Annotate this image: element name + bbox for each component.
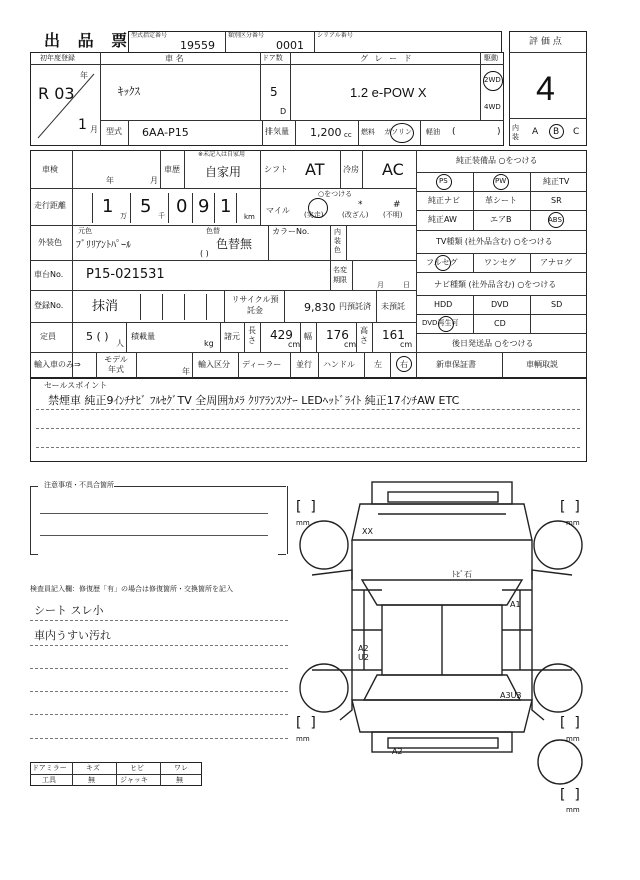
equip-sd: SD (551, 300, 563, 309)
dealer-label: ディーラー (242, 360, 282, 369)
title-month: 月 (377, 281, 384, 289)
grade-a: A (532, 127, 539, 137)
equip-ps: PS (439, 177, 448, 185)
factory-header: 純正装備品 ○をつける (456, 156, 538, 165)
mark-a2-u2: A2 U2 (358, 644, 369, 662)
mark-a1: A1 (510, 600, 521, 609)
history-label: 車歴 (164, 165, 180, 174)
import-label: 輸入車のみ⇒ (34, 360, 81, 369)
color-paren: ( ) (200, 249, 209, 258)
mark-xx: XX (362, 527, 373, 536)
mark-a2-rear: A2 (392, 747, 403, 756)
chassis-label: 車台No. (34, 270, 64, 279)
rating-value: 4 (536, 70, 555, 108)
title-change-label: 名変期限 (333, 266, 347, 284)
mileage-digit-1: 1 (102, 196, 114, 217)
mileage-man: 万 (120, 212, 127, 220)
equip-oneseg: ワンセグ (484, 258, 516, 267)
recycle-unpaid: 未預託 (381, 302, 405, 311)
recycle-status: 円預託済 (339, 302, 371, 311)
equip-sr: SR (551, 196, 562, 205)
shift-label: シフト (264, 165, 288, 174)
original-color-label: 元色 (78, 227, 92, 235)
acc-scratch: キズ (86, 764, 100, 772)
model-year-label: モデル年式 (104, 355, 128, 374)
equip-hdd: HDD (434, 300, 453, 309)
mileage-ast: * (358, 200, 363, 210)
fuel-label: 燃料 (361, 128, 375, 136)
recycle-label: リサイクル預託金 (231, 295, 279, 315)
tire-bracket-fl: [ ] (296, 499, 316, 515)
mileage-mile: マイル (266, 206, 290, 215)
mm-rr: mm (566, 735, 580, 743)
category-value: 0001 (276, 39, 304, 52)
equip-pw: PW (495, 177, 507, 185)
navi-type-header: ナビ種類 (社外品含む) ○をつける (434, 280, 557, 289)
mileage-actual: (実走) (304, 211, 324, 219)
chassis-value: P15-021531 (86, 267, 165, 282)
serial-label: シリアル番号 (317, 32, 353, 39)
equip-fullseg: フルセグ (426, 258, 458, 267)
drive-2wd: 2WD (484, 76, 501, 84)
tire-bracket-rl: [ ] (296, 715, 316, 731)
sales-block (30, 378, 587, 462)
inspector-label: 検査員記入欄：修復歴「有」の場合は修復箇所・交換箇所を記入 (30, 585, 233, 593)
displacement-value: 1,200 (310, 126, 342, 139)
import-type-label: 輸入区分 (198, 360, 230, 369)
color-no-label: カラーNo. (272, 227, 310, 236)
interior-grade-label: 内装 (512, 124, 519, 141)
equip-manual: 車輌取説 (526, 360, 558, 369)
displacement-label: 排気量 (265, 127, 289, 136)
capacity-unit: 人 (116, 339, 124, 348)
first-reg-year-suffix: 年 (80, 71, 88, 80)
inspection-year: 年 (106, 176, 114, 185)
load-unit: kg (204, 339, 214, 348)
fuel-gasoline: ガソリン (384, 128, 412, 136)
tire-bracket-rr: [ ] (560, 715, 580, 731)
form-title: 出 品 票 (44, 31, 134, 50)
mark-a3-u3: A3U3 (500, 691, 522, 700)
ac-label: 冷房 (343, 165, 359, 174)
width-unit: cm (344, 340, 357, 349)
equip-dvd-play: DVD再生可 (422, 319, 459, 327)
mileage-unknown: (不明) (383, 211, 403, 219)
color-change-label: 色替 (206, 227, 220, 235)
sales-text: 禁煙車 純正9ｲﾝﾁﾅﾋﾞ ﾌﾙｾｸﾞTV 全周囲ｶﾒﾗ ｸﾘｱﾗﾝｽｿﾅｰ LEDﾍｯﾄﾞﾗｲﾄ 純正17ｲﾝﾁAW ETC (48, 394, 460, 407)
right-label: 右 (400, 360, 408, 369)
doors-d: D (280, 107, 287, 116)
dims-label: 諸元 (224, 332, 240, 341)
note-line-2: 車内うすい汚れ (34, 629, 111, 642)
equip-airbag: エアB (490, 215, 512, 224)
acc-break: ワレ (174, 764, 188, 772)
first-reg-year: R 03 (38, 84, 75, 103)
history-value: 自家用 (205, 165, 242, 179)
mm-fl: mm (296, 519, 310, 527)
drive-label: 駆動 (484, 54, 498, 62)
model-designation-label: 型式指定番号 (131, 32, 168, 39)
acc-jack-value: 無 (176, 776, 183, 784)
mileage-hash: # (393, 200, 401, 210)
displacement-unit: cc (344, 131, 352, 139)
title-day: 日 (403, 281, 410, 289)
tire-bracket-fr: [ ] (560, 499, 580, 515)
mark-tobi: ﾄﾋﾞ石 (452, 570, 472, 579)
note-line-1: シート スレ小 (34, 604, 104, 617)
model-designation-value: 19559 (180, 39, 215, 52)
shift-value: AT (305, 160, 325, 179)
mileage-digit-4: 9 (198, 196, 210, 217)
mileage-unit: km (244, 213, 255, 221)
capacity-label: 定員 (40, 332, 56, 341)
car-diagram (292, 470, 592, 810)
equip-aw: 純正AW (428, 215, 457, 224)
name-value: ｷｯｸｽ (118, 85, 140, 98)
equip-warranty: 新車保証書 (436, 360, 476, 369)
equip-leather: 革シート (485, 196, 517, 205)
interior-color-label: 内装色 (334, 228, 341, 254)
left-label: 左 (374, 360, 382, 369)
mileage-sen: 千 (158, 212, 165, 220)
grade-c: C (573, 127, 580, 137)
acc-tools-value: 無 (88, 776, 95, 784)
inspection-label: 車検 (42, 165, 58, 174)
height-unit: cm (400, 340, 413, 349)
equip-tv: 純正TV (543, 177, 570, 186)
doors-label: ドア数 (262, 54, 283, 62)
first-reg-month: 1 (78, 117, 87, 133)
reg-no-label: 登録No. (34, 301, 64, 310)
width-label: 幅 (304, 332, 312, 341)
height-value: 161 (382, 328, 405, 342)
mm-fr: mm (566, 519, 580, 527)
acc-jack: ジャッキ (120, 776, 148, 784)
model-value: 6AA-P15 (142, 126, 189, 139)
mileage-digit-2: 5 (140, 196, 152, 217)
acc-mirror: ドアミラー (32, 764, 67, 772)
handle-label: ハンドル (323, 360, 355, 369)
grade-value: 1.2 e-POW X (350, 85, 427, 100)
equip-abs: ABS (548, 216, 562, 224)
mileage-mark-note: ○をつける (318, 190, 353, 198)
length-label: 長さ (248, 326, 256, 345)
grade-label: グ レ ー ド (360, 54, 414, 63)
length-value: 429 (270, 328, 293, 342)
caution-label: 注意事項・不具合箇所 (44, 481, 114, 489)
acc-tools: 工具 (42, 776, 56, 784)
tire-bracket-spare: [ ] (560, 787, 580, 803)
doors-value: 5 (270, 85, 278, 99)
equip-cd: CD (494, 319, 506, 328)
model-label: 型式 (106, 127, 122, 136)
first-reg-label: 初年度登録 (40, 54, 75, 62)
reg-no-value: 抹消 (92, 299, 119, 314)
mileage-digit-5: 1 (220, 196, 232, 217)
fuel-paren-close: ) (497, 127, 501, 137)
parallel-label: 並行 (296, 360, 312, 369)
equip-navi: 純正ナビ (428, 196, 460, 205)
fuel-light-oil: 軽油 (426, 128, 440, 136)
sales-label: セールスポイント (44, 381, 108, 390)
grade-b: B (553, 127, 560, 137)
rating-label: 評 価 点 (529, 37, 562, 47)
category-label: 類別区分番号 (228, 32, 265, 39)
color-change-value: 色替無 (216, 237, 253, 251)
mileage-digit-3: 0 (176, 196, 188, 217)
color-value: ﾌﾞﾘﾘｱﾝﾄﾊﾟｰﾙ (76, 240, 131, 251)
tv-type-header: TV種類 (社外品含む) ○をつける (436, 237, 553, 246)
model-year-unit: 年 (182, 367, 190, 376)
ac-value: AC (382, 160, 404, 179)
first-reg-slash (30, 64, 100, 146)
color-label: 外装色 (38, 238, 62, 247)
length-unit: cm (288, 340, 301, 349)
acc-crack: ヒビ (130, 764, 144, 772)
inspection-month: 月 (150, 176, 158, 185)
fuel-paren-open: ( (452, 127, 456, 137)
width-value: 176 (326, 328, 349, 342)
equip-analog: アナログ (540, 258, 572, 267)
mileage-label: 走行距離 (34, 201, 66, 210)
height-label: 高さ (360, 326, 368, 345)
name-label: 車 名 (165, 54, 184, 63)
drive-4wd: 4WD (484, 103, 501, 111)
capacity-value: 5 ( ) (86, 330, 109, 343)
caution-bracket (30, 486, 288, 554)
mm-spare: mm (566, 806, 580, 814)
mileage-altered: (改ざん) (342, 211, 369, 219)
later-header: 後日発送品 ○をつける (452, 339, 534, 348)
history-note: ※未記入は自家用 (198, 151, 246, 158)
first-reg-month-suffix: 月 (90, 125, 98, 134)
equip-dvd: DVD (491, 300, 509, 309)
mm-rl: mm (296, 735, 310, 743)
load-label: 積載量 (131, 332, 155, 341)
recycle-value: 9,830 (304, 301, 336, 314)
